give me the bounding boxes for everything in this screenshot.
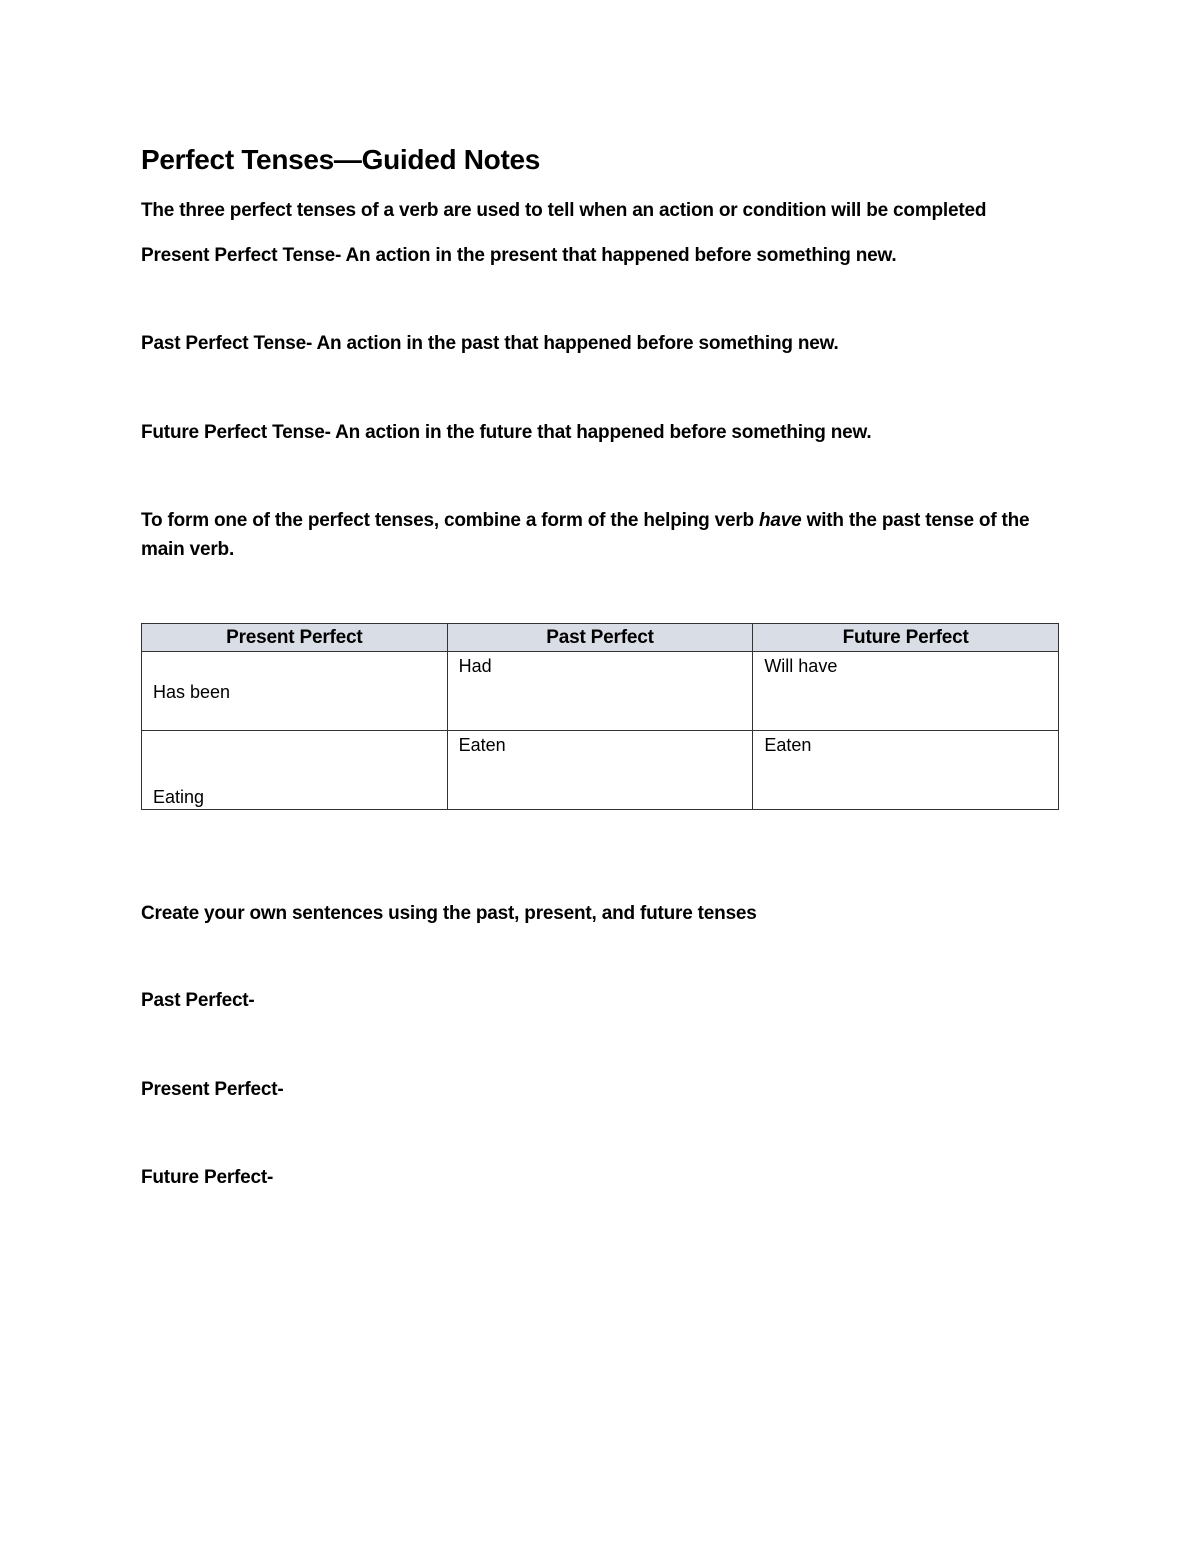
table-cell bbox=[142, 731, 448, 810]
formation-rule-end: with the past tense of the main verb. bbox=[141, 510, 1030, 560]
table-cell bbox=[142, 652, 448, 731]
intro-text: The three perfect tenses of a verb are used to tell when an action or condition will be completed bbox=[141, 200, 987, 221]
cell-text: Eating bbox=[153, 787, 205, 807]
practice-future-perfect-label: Future Perfect- bbox=[141, 1167, 274, 1188]
present-perfect-definition: Present Perfect Tense- An action in the present that happened before something new. bbox=[141, 245, 897, 266]
header-future-perfect: Future Perfect bbox=[753, 624, 1059, 652]
formation-rule-start: To form one of the perfect tenses, combine a form of the helping verb bbox=[141, 510, 760, 531]
table-row bbox=[142, 652, 1059, 731]
table-header-row bbox=[142, 624, 1059, 652]
future-perfect-definition: Future Perfect Tense- An action in the future that happened before something new. bbox=[141, 422, 872, 443]
page-title: Perfect Tenses—Guided Notes bbox=[141, 144, 541, 175]
cell-text: Eaten bbox=[764, 735, 812, 755]
cell-text: Will have bbox=[764, 656, 838, 676]
table-row bbox=[142, 731, 1059, 810]
header-present-perfect: Present Perfect bbox=[142, 624, 448, 652]
cell-text: Had bbox=[458, 656, 492, 676]
cell-text: Has been bbox=[153, 682, 231, 702]
header-past-perfect: Past Perfect bbox=[447, 624, 753, 652]
past-perfect-definition: Past Perfect Tense- An action in the past that happened before something new. bbox=[141, 333, 839, 354]
practice-present-perfect-label: Present Perfect- bbox=[141, 1079, 284, 1100]
practice-past-perfect-label: Past Perfect- bbox=[141, 990, 255, 1011]
practice-prompt: Create your own sentences using the past, present, and future tenses bbox=[141, 903, 757, 924]
cell-text: Eaten bbox=[458, 735, 506, 755]
table-cell bbox=[753, 731, 1059, 810]
helping-verb-emphasis: have bbox=[759, 510, 802, 531]
perfect-tenses-table bbox=[141, 623, 1059, 810]
table-cell bbox=[753, 652, 1059, 731]
formation-rule bbox=[141, 506, 1061, 564]
table-cell bbox=[447, 652, 753, 731]
table-cell bbox=[447, 731, 753, 810]
